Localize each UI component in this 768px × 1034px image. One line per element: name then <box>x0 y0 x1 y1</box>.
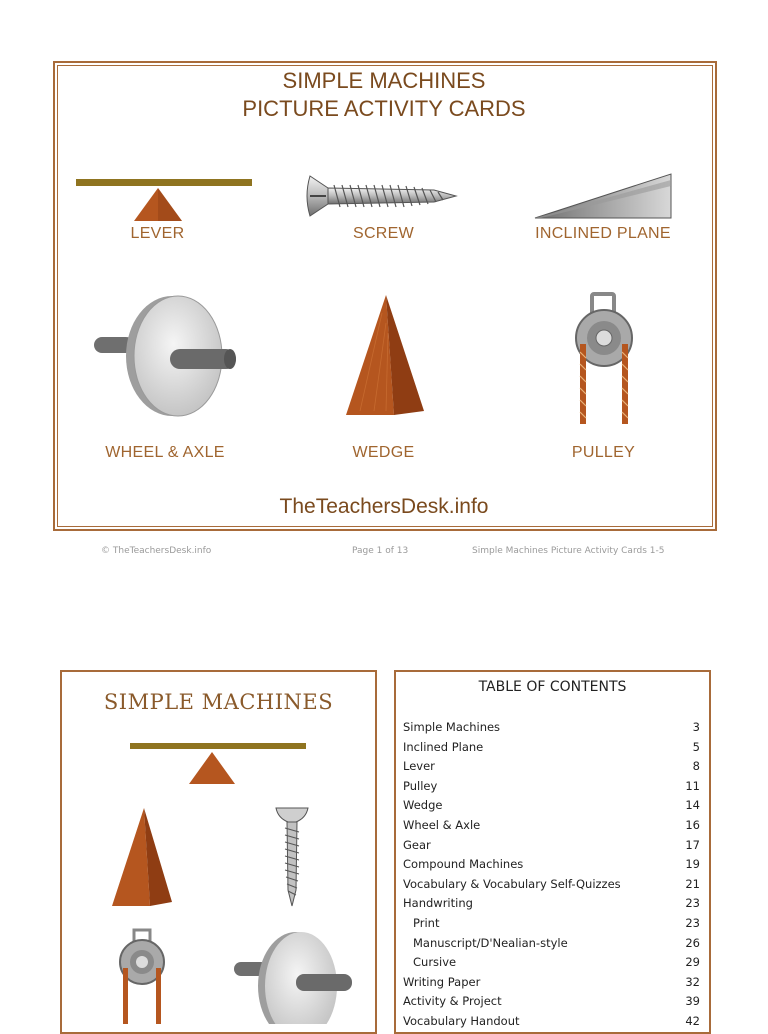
toc-row-title: Print <box>413 916 440 930</box>
wheel-axle-icon <box>232 928 356 1024</box>
label-wheel-axle: WHEEL & AXLE <box>105 444 225 461</box>
toc-row-page: 32 <box>685 974 700 989</box>
cover-title: SIMPLE MACHINES <box>103 690 334 714</box>
toc-row[interactable] <box>403 740 700 759</box>
toc-row-title: Cursive <box>413 955 457 970</box>
toc-row[interactable] <box>403 759 700 778</box>
toc-row-page: 39 <box>685 994 700 1009</box>
toc-row-title: Simple Machines <box>403 720 501 734</box>
toc-row[interactable] <box>403 720 700 739</box>
wheel-axle-icon <box>90 293 240 419</box>
toc-row-page: 3 <box>692 720 700 734</box>
toc-row[interactable] <box>403 877 700 896</box>
toc-row-title: Inclined Plane <box>403 739 484 754</box>
toc-row[interactable] <box>403 779 700 798</box>
toc-row-page: 16 <box>685 818 700 832</box>
toc-row[interactable] <box>403 896 700 915</box>
toc-row-title: Compound Machines <box>403 857 524 872</box>
toc-row-page: 11 <box>685 778 700 793</box>
toc-row-title: Manuscript/D'Nealian-style <box>413 935 568 950</box>
label-inclined-plane: INCLINED PLANE <box>535 225 671 242</box>
toc-row[interactable] <box>403 955 700 974</box>
toc-row-page: 17 <box>685 837 700 852</box>
footer-copyright: © TheTeachersDesk.info <box>101 546 212 556</box>
toc-row-page: 21 <box>685 876 700 891</box>
pulley-icon <box>118 928 168 1024</box>
toc-row-page: 8 <box>692 759 700 774</box>
toc-title: TABLE OF CONTENTS <box>478 679 627 695</box>
toc-row-page: 14 <box>685 798 700 813</box>
card-title-line2: PICTURE ACTIVITY CARDS <box>242 96 526 121</box>
toc-row-title: Lever <box>403 759 435 774</box>
toc-row[interactable] <box>403 798 700 817</box>
toc-row-page: 23 <box>685 896 700 911</box>
wedge-icon <box>342 293 428 417</box>
screw-icon <box>272 804 312 908</box>
card-title-line1: SIMPLE MACHINES <box>282 68 486 93</box>
footer-doc-title: Simple Machines Picture Activity Cards 1-5 <box>472 546 665 556</box>
toc-row[interactable] <box>403 916 700 935</box>
toc-row[interactable] <box>403 975 700 994</box>
label-pulley: PULLEY <box>571 444 636 461</box>
toc-row-title: Wheel & Axle <box>403 818 481 832</box>
toc-row-title: Pulley <box>403 778 438 793</box>
toc-list <box>395 720 708 1030</box>
website-text: TheTeachersDesk.info <box>279 495 489 518</box>
lever-icon <box>128 740 308 786</box>
wedge-icon <box>110 806 176 908</box>
toc-row-title: Wedge <box>403 798 443 813</box>
toc-row-title: Writing Paper <box>403 974 481 989</box>
toc-row[interactable] <box>403 818 700 837</box>
toc-row-page: 42 <box>685 1014 700 1028</box>
toc-row-page: 23 <box>685 916 700 930</box>
label-wedge: WEDGE <box>352 444 415 461</box>
inclined-plane-icon <box>533 172 675 222</box>
toc-row-page: 19 <box>685 857 700 872</box>
toc-row-page: 26 <box>685 935 700 950</box>
label-lever: LEVER <box>130 225 185 242</box>
toc-row[interactable] <box>403 857 700 876</box>
toc-row-title: Vocabulary Handout <box>403 1014 520 1028</box>
toc-row[interactable] <box>403 994 700 1013</box>
toc-row-title: Gear <box>403 837 431 852</box>
screw-icon <box>306 170 460 222</box>
lever-icon <box>76 176 254 224</box>
toc-row[interactable] <box>403 936 700 955</box>
toc-row-page: 29 <box>685 955 700 970</box>
footer-page-number: Page 1 of 13 <box>352 546 409 556</box>
pulley-icon <box>574 292 636 428</box>
toc-row[interactable] <box>403 838 700 857</box>
toc-row-title: Vocabulary & Vocabulary Self-Quizzes <box>403 876 621 891</box>
label-screw: SCREW <box>352 225 415 242</box>
toc-row-page: 5 <box>692 739 700 754</box>
toc-row-title: Handwriting <box>403 896 473 911</box>
toc-row-title: Activity & Project <box>403 994 502 1009</box>
